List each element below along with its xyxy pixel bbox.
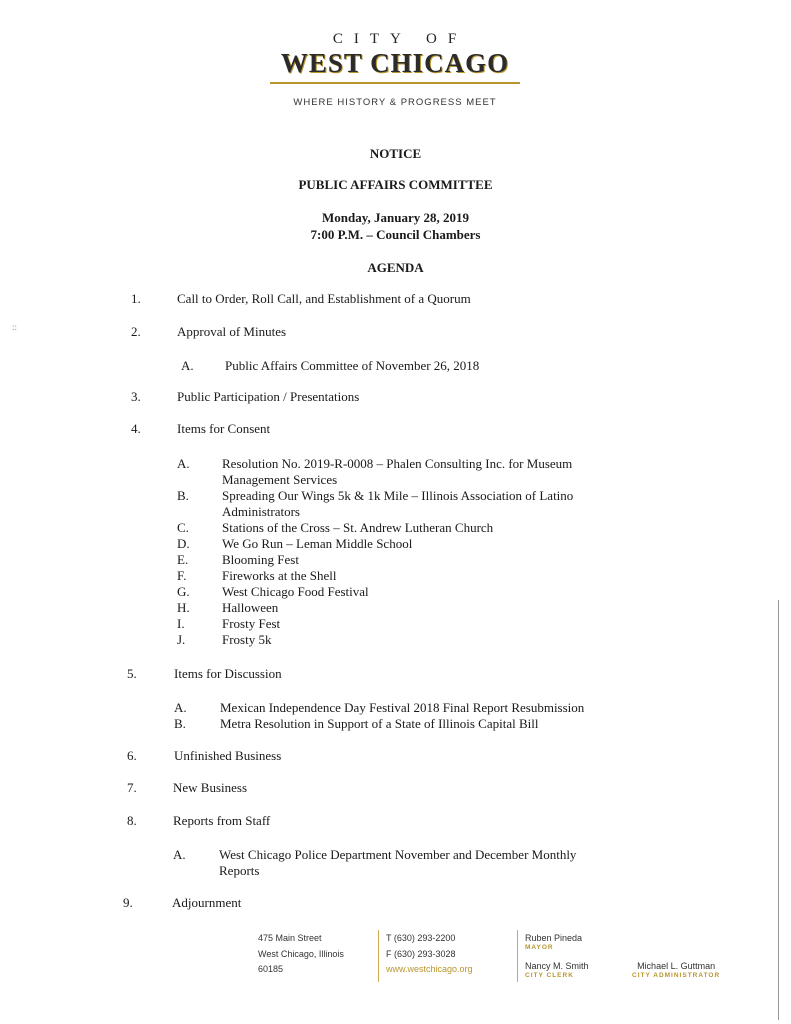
footer-administrator xyxy=(632,960,720,980)
sub-text: West Chicago Police Department November and December Monthly Reports xyxy=(219,847,577,878)
item-text: Unfinished Business xyxy=(174,748,282,763)
meeting-date: Monday, January 28, 2019 xyxy=(322,210,469,225)
sub-letter: I. xyxy=(177,616,185,631)
item-text: New Business xyxy=(173,780,248,795)
sub-text: Frosty Fest xyxy=(222,616,281,631)
sub-text: West Chicago Food Festival xyxy=(222,584,369,599)
fax-number: F (630) 293-3028 xyxy=(386,948,456,959)
scan-edge-line xyxy=(778,600,779,1020)
footer-divider xyxy=(517,930,518,982)
item-number: 4. xyxy=(131,421,141,436)
sub-text: Resolution No. 2019-R-0008 – Phalen Consulting Inc. for Museum Management Services xyxy=(222,456,573,487)
sub-letter: C. xyxy=(177,520,189,535)
sub-letter: F. xyxy=(177,568,187,583)
item-text: Approval of Minutes xyxy=(177,324,287,339)
item-text: Items for Consent xyxy=(177,421,271,436)
sub-letter: A. xyxy=(174,700,187,715)
sub-letter: J. xyxy=(177,632,186,647)
mayor-role: MAYOR xyxy=(525,944,554,951)
sub-text: Blooming Fest xyxy=(222,552,299,567)
address-line: West Chicago, Illinois xyxy=(258,948,344,959)
sub-letter: E. xyxy=(177,552,189,567)
item-text: Reports from Staff xyxy=(173,813,271,828)
sub-letter: B. xyxy=(174,716,186,731)
sub-letter: G. xyxy=(177,584,190,599)
item-number: 1. xyxy=(131,291,141,306)
city-logo xyxy=(250,30,540,108)
sub-letter: B. xyxy=(177,488,189,503)
agenda-heading: AGENDA xyxy=(367,260,424,275)
item-text: Public Participation / Presentations xyxy=(177,389,360,404)
item-text: Call to Order, Roll Call, and Establishment of a Quorum xyxy=(177,291,471,306)
sub-letter: A. xyxy=(181,358,194,373)
footer-contact xyxy=(386,931,473,978)
item-number: 8. xyxy=(127,813,137,828)
item-number: 3. xyxy=(131,389,141,404)
sub-text: Spreading Our Wings 5k & 1k Mile – Illinois Association of Latino Administrators xyxy=(222,488,574,519)
administrator-role: CITY ADMINISTRATOR xyxy=(632,972,721,979)
sub-text: We Go Run – Leman Middle School xyxy=(222,536,413,551)
sub-text: Metra Resolution in Support of a State of Illinois Capital Bill xyxy=(220,716,539,731)
logo-west-chicago: WEST CHICAGO xyxy=(280,48,510,78)
item-number: 7. xyxy=(127,780,137,795)
item-text: Items for Discussion xyxy=(174,666,282,681)
logo-rule xyxy=(270,82,520,84)
footer-officials xyxy=(525,932,589,980)
phone-number: T (630) 293-2200 xyxy=(386,933,456,943)
notice-heading: NOTICE xyxy=(369,146,422,161)
item-text: Adjournment xyxy=(172,895,242,910)
sub-text: Stations of the Cross – St. Andrew Lutheran Church xyxy=(222,520,494,535)
sub-text: Fireworks at the Shell xyxy=(222,568,337,583)
sub-letter: A. xyxy=(177,456,190,471)
address-line: 60185 xyxy=(258,964,284,974)
sub-text: Frosty 5k xyxy=(222,632,272,647)
mayor-name: Ruben Pineda xyxy=(525,933,583,943)
committee-heading: PUBLIC AFFAIRS COMMITTEE xyxy=(298,177,493,192)
margin-mark: :: xyxy=(12,322,18,332)
sub-text: Halloween xyxy=(222,600,279,615)
address-line: 475 Main Street xyxy=(258,933,322,943)
sub-letter: D. xyxy=(177,536,190,551)
sub-text: Mexican Independence Day Festival 2018 Final Report Resubmission xyxy=(220,700,585,715)
logo-tagline: WHERE HISTORY & PROGRESS MEET xyxy=(293,97,497,108)
website-link[interactable]: www.westchicago.org xyxy=(386,964,473,974)
clerk-name: Nancy M. Smith xyxy=(525,961,589,971)
logo-city-of: CITY OF xyxy=(332,31,468,47)
sub-text: Public Affairs Committee of November 26, 2018 xyxy=(225,358,480,373)
item-number: 2. xyxy=(131,324,141,339)
clerk-role: CITY CLERK xyxy=(525,972,574,979)
sub-letter: H. xyxy=(177,600,190,615)
footer-address xyxy=(258,931,344,978)
administrator-name: Michael L. Guttman xyxy=(637,961,716,971)
item-number: 9. xyxy=(123,895,133,910)
footer-divider xyxy=(378,930,379,982)
meeting-time-place: 7:00 P.M. – Council Chambers xyxy=(310,227,481,242)
sub-letter: A. xyxy=(173,847,186,862)
item-number: 6. xyxy=(127,748,137,763)
item-number: 5. xyxy=(127,666,137,681)
